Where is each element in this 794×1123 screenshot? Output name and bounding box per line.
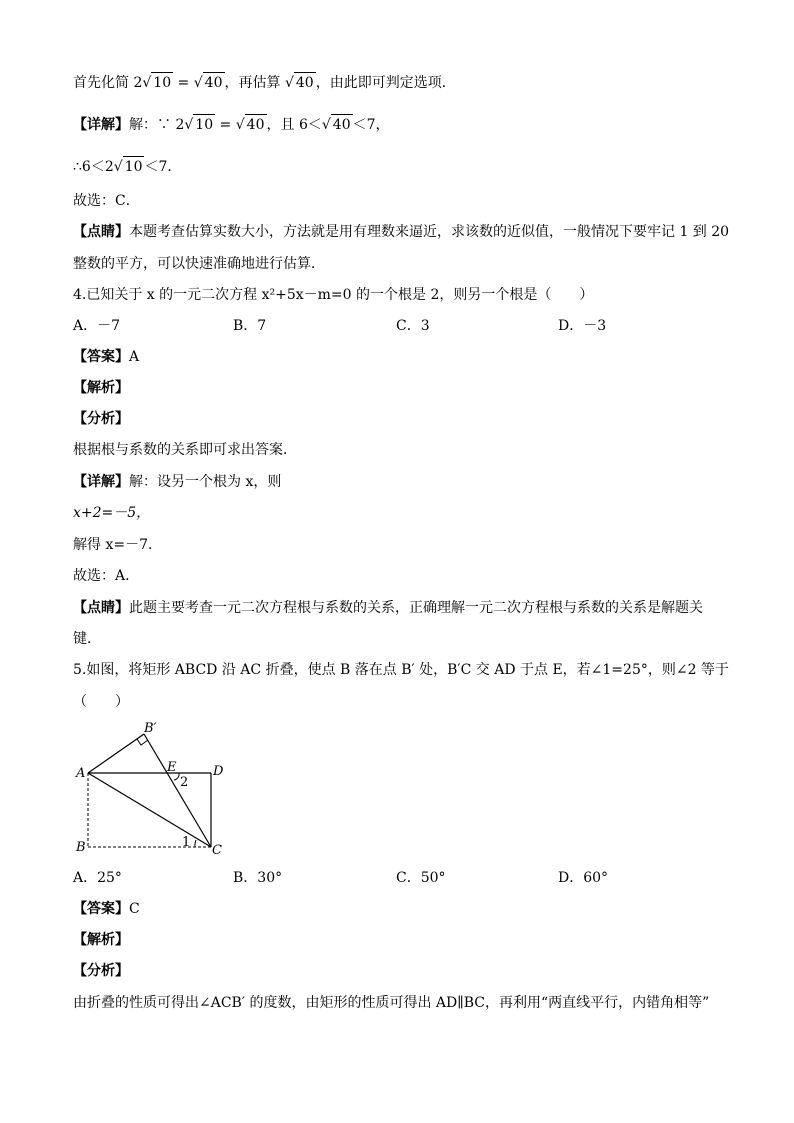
label-b-prime: B′	[144, 721, 157, 736]
segment-ab-prime	[88, 734, 144, 773]
q5-fenxi-label: 【分析】	[73, 963, 129, 979]
q4-option-b: B．7	[233, 318, 267, 334]
sqrt-symbol: √ 10	[142, 72, 173, 93]
q4-step-3: 故选：A．	[73, 568, 140, 584]
label-b: B	[76, 840, 86, 855]
line-simplify: 首先化简 2√ 10 = √ 40 ，再估算 √ 40 ，由此即可判定选项．	[73, 72, 456, 93]
q4-option-a: A．－7	[73, 318, 121, 334]
q5-option-a: A．25°	[73, 870, 122, 886]
q4-note-cont: 键．	[73, 631, 101, 647]
right-angle-mark	[137, 739, 148, 745]
q5-option-c: C．50°	[396, 870, 446, 886]
q5-jiexi-label: 【解析】	[73, 932, 129, 948]
line-conclusion-q3: ∴6＜2√ 10 ＜7．	[73, 156, 181, 177]
label-e: E	[167, 760, 177, 775]
line-note-q3: 【点睛】本题考查估算实数大小，方法就是用有理数来逼近，求该数的近似值，一般情况下要牢记 1 到 20	[73, 224, 730, 240]
q4-jiexi-label: 【解析】	[73, 380, 129, 396]
line-choice-q3: 故选：C．	[73, 193, 140, 209]
q5-option-b: B．30°	[233, 870, 283, 886]
q5-option-d: D．60°	[558, 870, 609, 886]
question-5-stem: 5.如图，将矩形 ABCD 沿 AC 折叠，使点 B 落在点 B′ 处，B′C 交 AD 于点 E，若∠1=25°，则∠2 等于	[73, 662, 729, 678]
angle-1-arc	[195, 840, 196, 847]
q4-note: 【点睛】此题主要考查一元二次方程根与系数的关系，正确理解一元二次方程根与系数的关系是解题关	[73, 600, 703, 616]
segment-ac	[88, 773, 211, 847]
q4-option-d: D．－3	[558, 318, 607, 334]
label-angle-2: 2	[180, 775, 189, 790]
q4-step-2: 解得 x=－7．	[73, 537, 162, 553]
rectangle-fold-figure	[70, 718, 240, 860]
q5-answer: 【答案】C	[73, 901, 140, 917]
question-4-stem: 4.已知关于 x 的一元二次方程 x²+5x－m=0 的一个根是 2，则另一个根是（ ）	[73, 287, 594, 303]
question-5-stem-cont: （ ）	[73, 694, 129, 710]
q4-detail: 【详解】解：设另一个根为 x，则	[73, 474, 282, 490]
q4-answer: 【答案】A	[73, 349, 140, 365]
segment-b-prime-c	[144, 734, 211, 847]
label-angle-1: 1	[182, 835, 191, 850]
q4-option-c: C．3	[396, 318, 430, 334]
q5-fenxi-text: 由折叠的性质可得出∠ACB′ 的度数，由矩形的性质可得出 AD∥BC，再利用“两直线平行，内错角相等”	[73, 995, 710, 1011]
line-detail-q3: 【详解】解：∵ 2√ 10 = √ 40 ，且 6＜√ 40 ＜7，	[73, 114, 390, 135]
label-d: D	[213, 764, 224, 779]
q4-step-1: x+2=－5，	[73, 505, 151, 521]
q4-fenxi-label: 【分析】	[73, 411, 129, 427]
label-c: C	[212, 843, 222, 858]
label-a: A	[76, 766, 86, 781]
q4-fenxi-text: 根据根与系数的关系即可求出答案．	[73, 442, 297, 458]
line-note-q3-cont: 整数的平方，可以快速准确地进行估算．	[73, 256, 325, 272]
